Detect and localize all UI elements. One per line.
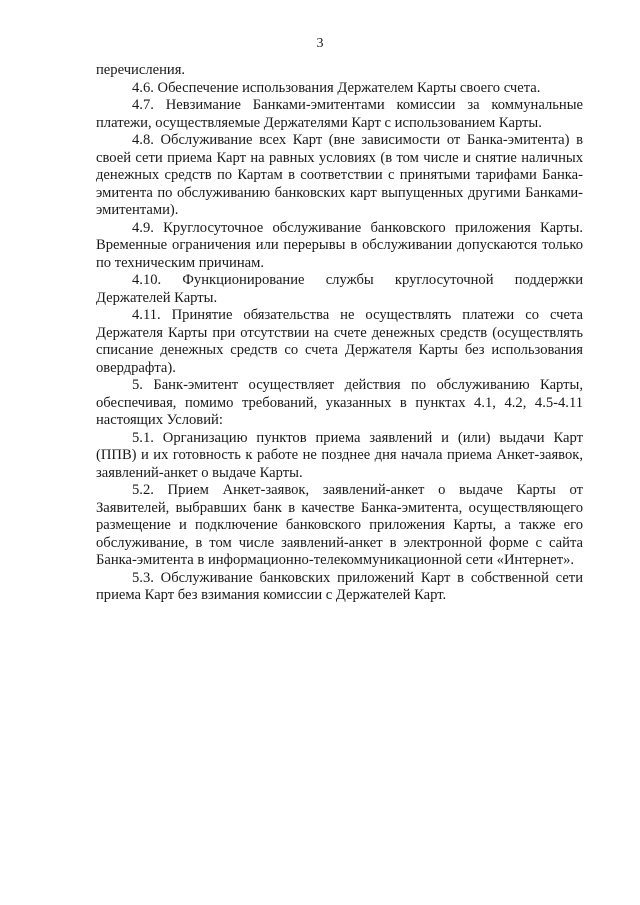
paragraph-5-2: 5.2. Прием Анкет-заявок, заявлений-анкет о выдаче Карты от Заявителей, выбравших банк в качестве Банка-эмитента, осуществляющего размещение и подключение банковского приложения Карты, а также его обслуживание, в том числе заявлений-анкет в электронной форме с сайта Банка-эмитента в информационно-телекоммуникационной сети «Интернет». <box>96 482 583 568</box>
paragraph-4-6: 4.6. Обеспечение использования Держателем Карты своего счета. <box>132 79 541 96</box>
paragraph-4-7: 4.7. Невзимание Банками-эмитентами комиссии за коммунальные платежи, осуществляемые Держателями Карт с использованием Карты. <box>96 97 583 131</box>
paragraph-4-10: 4.10. Функционирование службы круглосуточной поддержки Держателей Карты. <box>96 272 583 306</box>
paragraph-4-11: 4.11. Принятие обязательства не осуществлять платежи со счета Держателя Карты при отсутствии на счете денежных средств (осуществлять списание денежных средств со счета Держателя Карты без использования овердрафта). <box>96 307 583 376</box>
paragraph-continuation: перечисления. <box>96 62 186 78</box>
paragraph-4-8: 4.8. Обслуживание всех Карт (вне зависимости от Банка-эмитента) в своей сети приема Карт на равных условиях (в том числе и снятие наличных денежных средств по Картам в соответствии с принятыми тарифами Банка-эмитента по обслуживанию банковских карт выпущенных другими Банками-эмитентами). <box>96 132 583 218</box>
page-number: 3 <box>316 36 324 51</box>
paragraph-4-9: 4.9. Круглосуточное обслуживание банковского приложения Карты. Временные ограничения или перерывы в обслуживании допускаются только по техническим причинам. <box>96 219 583 271</box>
paragraph-5-3: 5.3. Обслуживание банковских приложений Карт в собственной сети приема Карт без взимания комиссии с Держателей Карт. <box>96 569 583 603</box>
paragraph-5: 5. Банк-эмитент осуществляет действия по обслуживанию Карты, обеспечивая, помимо требований, указанных в пунктах 4.1, 4.2, 4.5-4.11 настоящих Условий: <box>96 377 583 428</box>
paragraph-5-1: 5.1. Организацию пунктов приема заявлений и (или) выдачи Карт (ППВ) и их готовность к работе не позднее дня начала приема Анкет-заявок, заявлений-анкет о выдаче Карты. <box>96 429 583 481</box>
document-body <box>96 62 583 605</box>
